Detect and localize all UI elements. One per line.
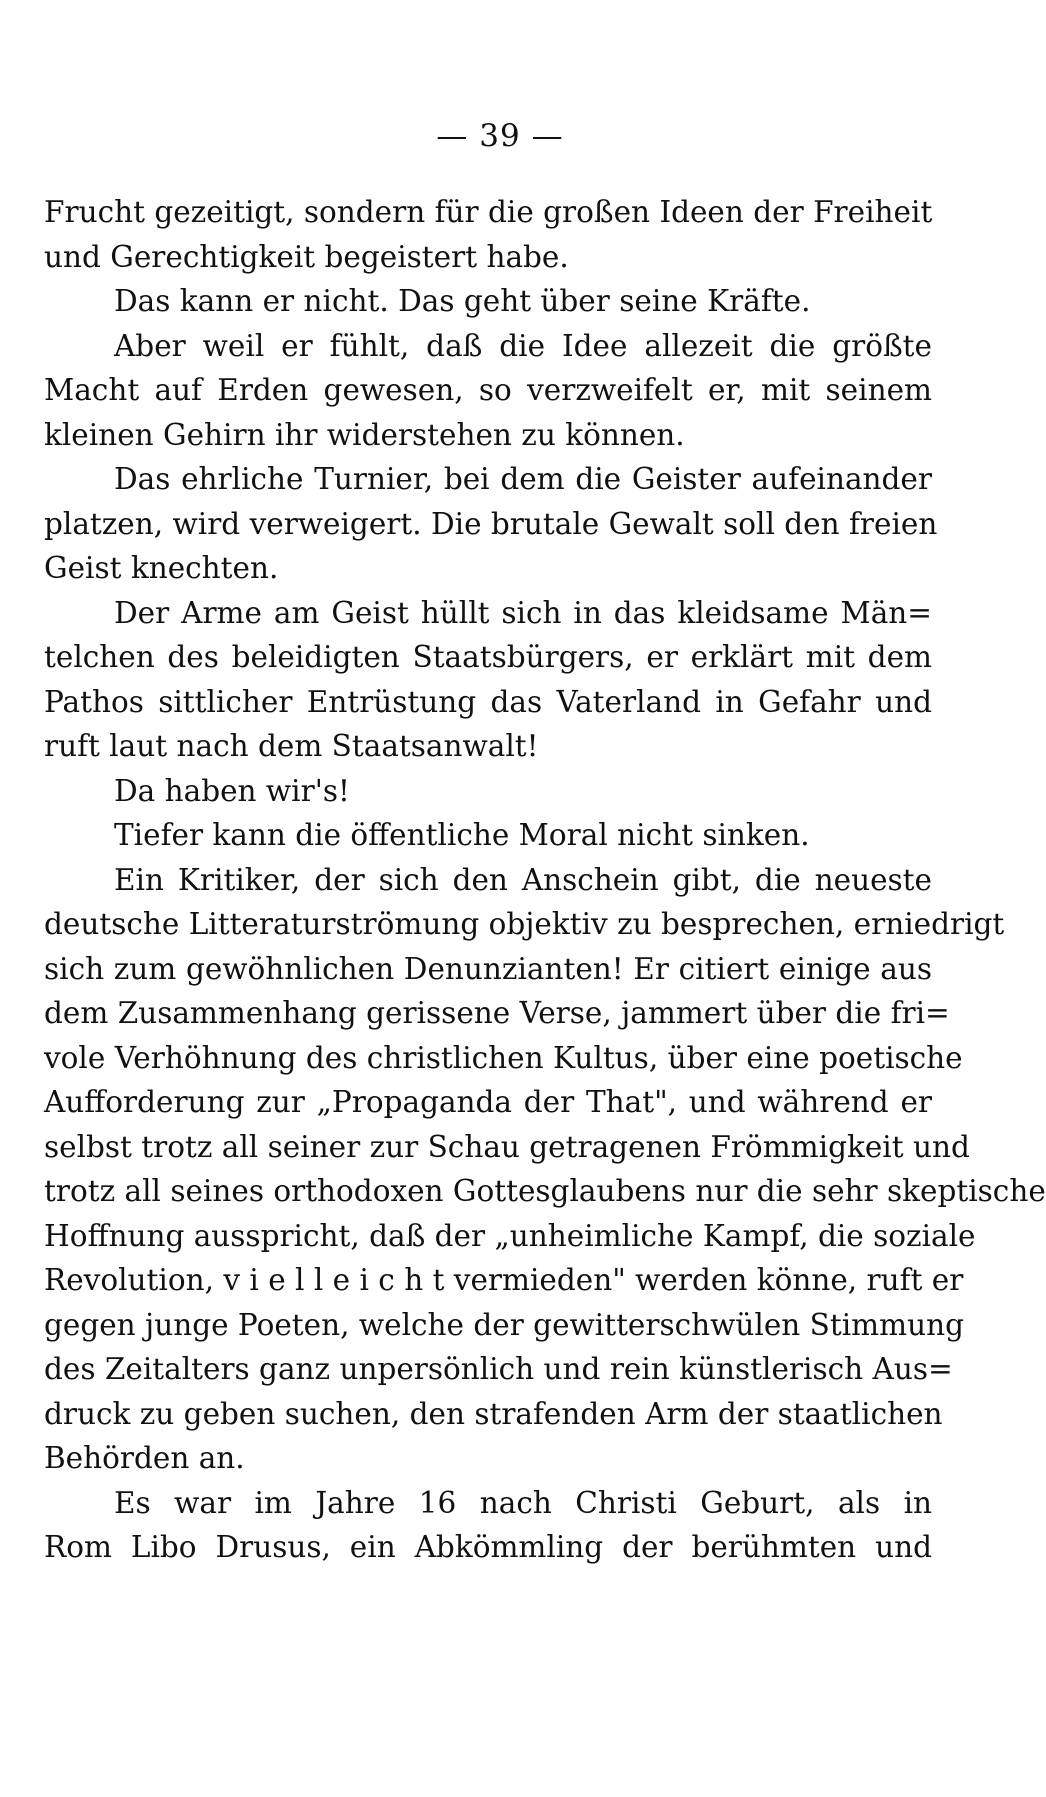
text-line: Das kann er nicht. Das geht über seine Kräfte. xyxy=(114,284,811,318)
text-line: selbst trotz all seiner zur Schau getragenen Frömmigkeit und xyxy=(44,1129,970,1164)
text-line: Aber weil er fühlt, daß die Idee allezeit die größte xyxy=(114,328,932,363)
text-line: Ein Kritiker, der sich den Anschein gibt, die neueste xyxy=(114,862,932,897)
text-line: kleinen Gehirn ihr widerstehen zu können. xyxy=(44,417,685,452)
text-line: gegen junge Poeten, welche der gewitterschwülen Stimmung xyxy=(44,1307,964,1342)
text-line: vole Verhöhnung des christlichen Kultus, über eine poetische xyxy=(44,1040,963,1075)
text-line: trotz all seines orthodoxen Gottesglaubens nur die sehr skeptische xyxy=(44,1174,1046,1208)
text-line: Hoffnung ausspricht, daß der „unheimliche Kampf, die soziale xyxy=(44,1218,976,1253)
page-number: — 39 — xyxy=(436,118,564,154)
text-line: platzen, wird verweigert. Die brutale Gewalt soll den freien xyxy=(44,506,938,541)
text-line: dem Zusammenhang gerissene Verse, jammert über die fri= xyxy=(44,996,950,1030)
text-line: Revolution, v i e l l e i c h t vermieden" werden könne, ruft er xyxy=(44,1263,964,1297)
text-line: Macht auf Erden gewesen, so verzweifelt er, mit seinem xyxy=(44,373,932,407)
text-line: Pathos sittlicher Entrüstung das Vaterland in Gefahr und xyxy=(44,684,932,719)
text-line: Rom Libo Drusus, ein Abkömmling der berühmten und xyxy=(44,1530,932,1564)
text-line: Tiefer kann die öffentliche Moral nicht sinken. xyxy=(114,818,810,852)
text-line: telchen des beleidigten Staatsbürgers, er erklärt mit dem xyxy=(44,640,932,674)
text-line: Der Arme am Geist hüllt sich in das kleidsame Män= xyxy=(114,595,932,630)
text-line: des Zeitalters ganz unpersönlich und rein künstlerisch Aus= xyxy=(44,1352,953,1386)
text-line: Das ehrliche Turnier, bei dem die Geister aufeinander xyxy=(114,462,932,496)
text-line: Aufforderung zur „Propaganda der That", und während er xyxy=(44,1085,932,1119)
text-line: Da haben wir's! xyxy=(114,773,350,808)
text-line: Frucht gezeitigt, sondern für die großen Ideen der Freiheit xyxy=(44,195,933,229)
text-line: Geist knechten. xyxy=(44,551,279,585)
body-text xyxy=(44,190,1046,1570)
text-line: druck zu geben suchen, den strafenden Arm der staatlichen xyxy=(44,1396,943,1431)
text-line: deutsche Litteraturströmung objektiv zu besprechen, erniedrigt xyxy=(44,907,1005,941)
text-line: sich zum gewöhnlichen Denunzianten! Er citiert einige aus xyxy=(44,951,932,986)
text-line: ruft laut nach dem Staatsanwalt! xyxy=(44,729,539,763)
text-line: Es war im Jahre 16 nach Christi Geburt, als in xyxy=(114,1485,932,1520)
text-line: und Gerechtigkeit begeistert habe. xyxy=(44,239,569,274)
text-line: Behörden an. xyxy=(44,1441,245,1475)
